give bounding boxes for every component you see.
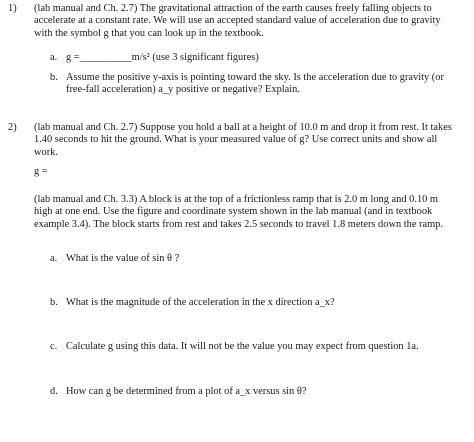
q3d-text: How can g be determined from a plot of a_x versus sin θ?: [66, 386, 307, 397]
q3c-label: c.: [50, 341, 58, 352]
q1-number: 1): [8, 3, 17, 14]
q3c-text: Calculate g using this data. It will not be the value you may expect from question 1a.: [66, 341, 419, 352]
q2-g-equals: g =: [34, 166, 48, 177]
q1a-text: g =__________m/s² (use 3 significant figures): [66, 52, 259, 63]
q1-text: (lab manual and Ch. 2.7) The gravitational attraction of the earth causes freely falling objects to accelerate at a constant rate. We will use an accepted standard value of acceleration due to gravity with the symbol g that you can look up in the textbook.: [34, 3, 441, 39]
q3b-label: b.: [50, 297, 58, 308]
q3a-label: a.: [50, 253, 58, 264]
q1b-text: Assume the positive y-axis is pointing toward the sky. Is the acceleration due to gravity (or free-fall acceleration) a_y positive or negative? Explain.: [66, 72, 444, 96]
q1b-label: b.: [50, 72, 58, 83]
q3b-text: What is the magnitude of the acceleration in the x direction a_x?: [66, 297, 335, 308]
q3d-label: d.: [50, 386, 58, 397]
q3-text: (lab manual and Ch. 3.3) A block is at the top of a frictionless ramp that is 2.0 m long and 0.10 m high at one end. Use the figure and coordinate system shown in the lab manual (and in textbook example 3.4). The block starts from rest and takes 2.5 seconds to travel 1.8 meters down the ramp.: [34, 194, 443, 230]
q2-text: (lab manual and Ch. 2.7) Suppose you hold a ball at a height of 10.0 m and drop it from rest. It takes 1.40 seconds to hit the ground. What is your measured value of g? Use correct units and show all work.: [34, 122, 452, 158]
q3a-text: What is the value of sin θ ?: [66, 253, 180, 264]
q2-number: 2): [8, 122, 17, 133]
q1a-label: a.: [50, 52, 58, 63]
